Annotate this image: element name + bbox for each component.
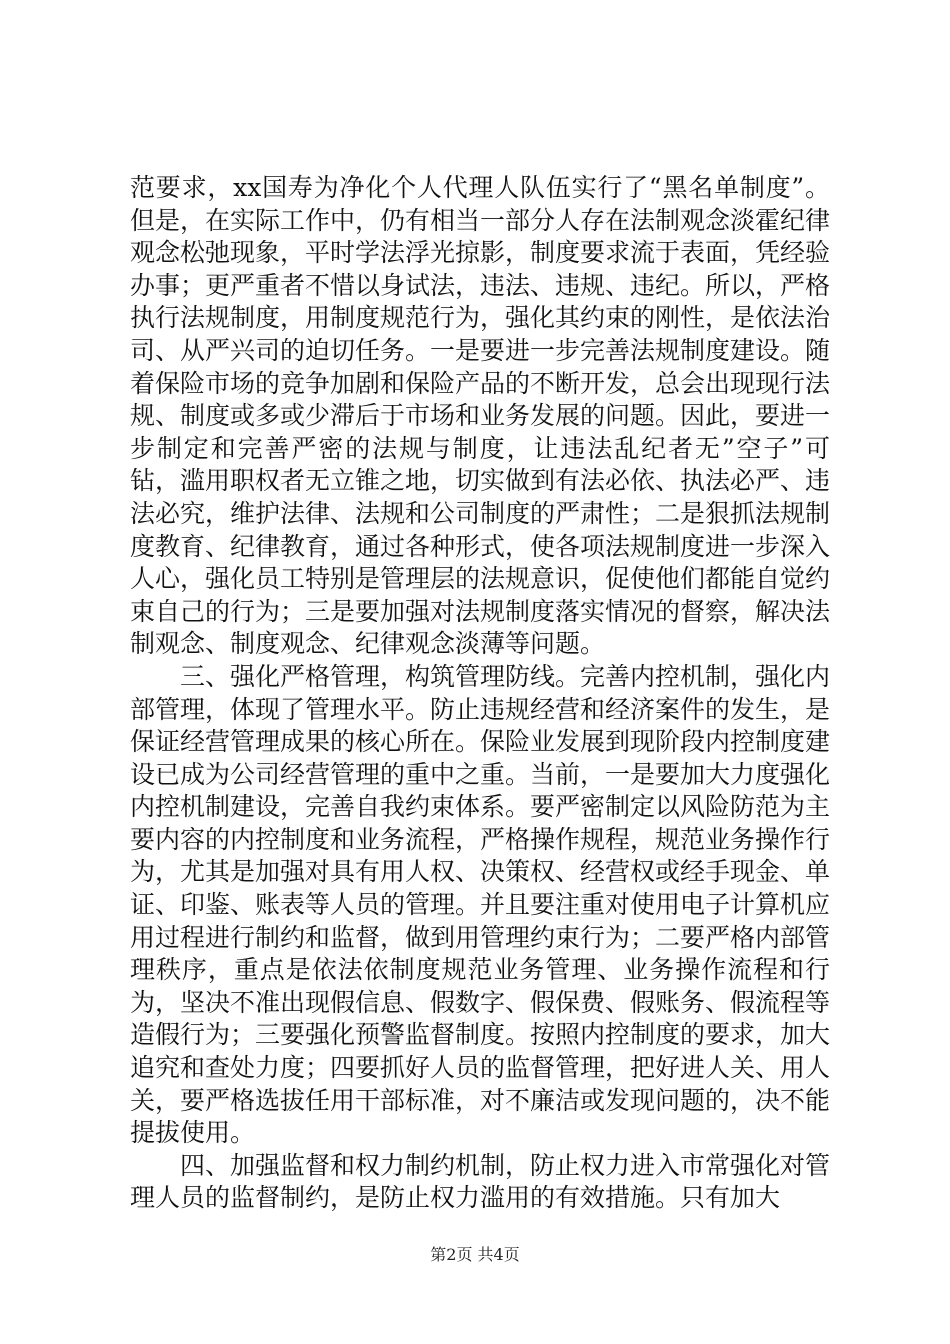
page-footer: 第2页 共4页 xyxy=(430,1245,520,1264)
paragraph-section-four: 四、加强监督和权力制约机制，防止权力进入市常强化对管理人员的监督制约，是防止权力滥用的有效措施。只有加大 xyxy=(130,1150,831,1213)
document-body xyxy=(130,172,830,1215)
paragraph-continuation: 范要求，xx国寿为净化个人代理人队伍实行了“黑名单制度”。但是，在实际工作中，仍有相当一部分人存在法制观念淡霍纪律观念松弛现象，平时学法浮光掠影，制度要求流于表面，凭经验办事；更严重者不惜以身试法，违法、违规、违纪。所以，严格执行法规制度，用制度规范行为，强化其约束的刚性，是依法治司、从严兴司的迫切任务。一是要进一步完善法规制度建设。随着保险市场的竞争加剧和保险产品的不断开发，总会出现现行法规、制度或多或少滞后于市场和业务发展的问题。因此，要进一步制定和完善严密的法规与制度，让违法乱纪者无”空子”可钻，滥用职权者无立锥之地，切实做到有法必依、执法必严、违法必究，维护法律、法规和公司制度的严肃性；二是狠抓法规制度教育、纪律教育，通过各种形式，使各项法规制度进一步深入人心，强化员工特别是管理层的法规意识，促使他们都能自觉约束自己的行为；三是要加强对法规制度落实情况的督察，解决法制观念、制度观念、纪律观念淡薄等问题。 xyxy=(130,173,831,659)
paragraph-section-three: 三、强化严格管理，构筑管理防线。完善内控机制，强化内部管理，体现了管理水平。防止违规经营和经济案件的发生，是保证经营管理成果的核心所在。保险业发展到现阶段内控制度建设已成为公司经营管理的重中之重。当前，一是要加大力度强化内控机制建设，完善自我约束体系。要严密制定以风险防范为主要内容的内控制度和业务流程，严格操作规程，规范业务操作行为，尤其是加强对具有用人权、决策权、经营权或经手现金、单证、印鉴、账表等人员的管理。并且要注重对使用电子计算机应用过程进行制约和监督，做到用管理约束行为；二要严格内部管理秩序，重点是依法依制度规范业务管理、业务操作流程和行为，坚决不准出现假信息、假数字、假保费、假账务、假流程等造假行为；三要强化预警监督制度。按照内控制度的要求，加大追究和查处力度；四要抓好人员的监督管理，把好进人关、用人关，要严格选拔任用干部标准，对不廉洁或发现问题的，决不能提拔使用。 xyxy=(130,661,831,1148)
